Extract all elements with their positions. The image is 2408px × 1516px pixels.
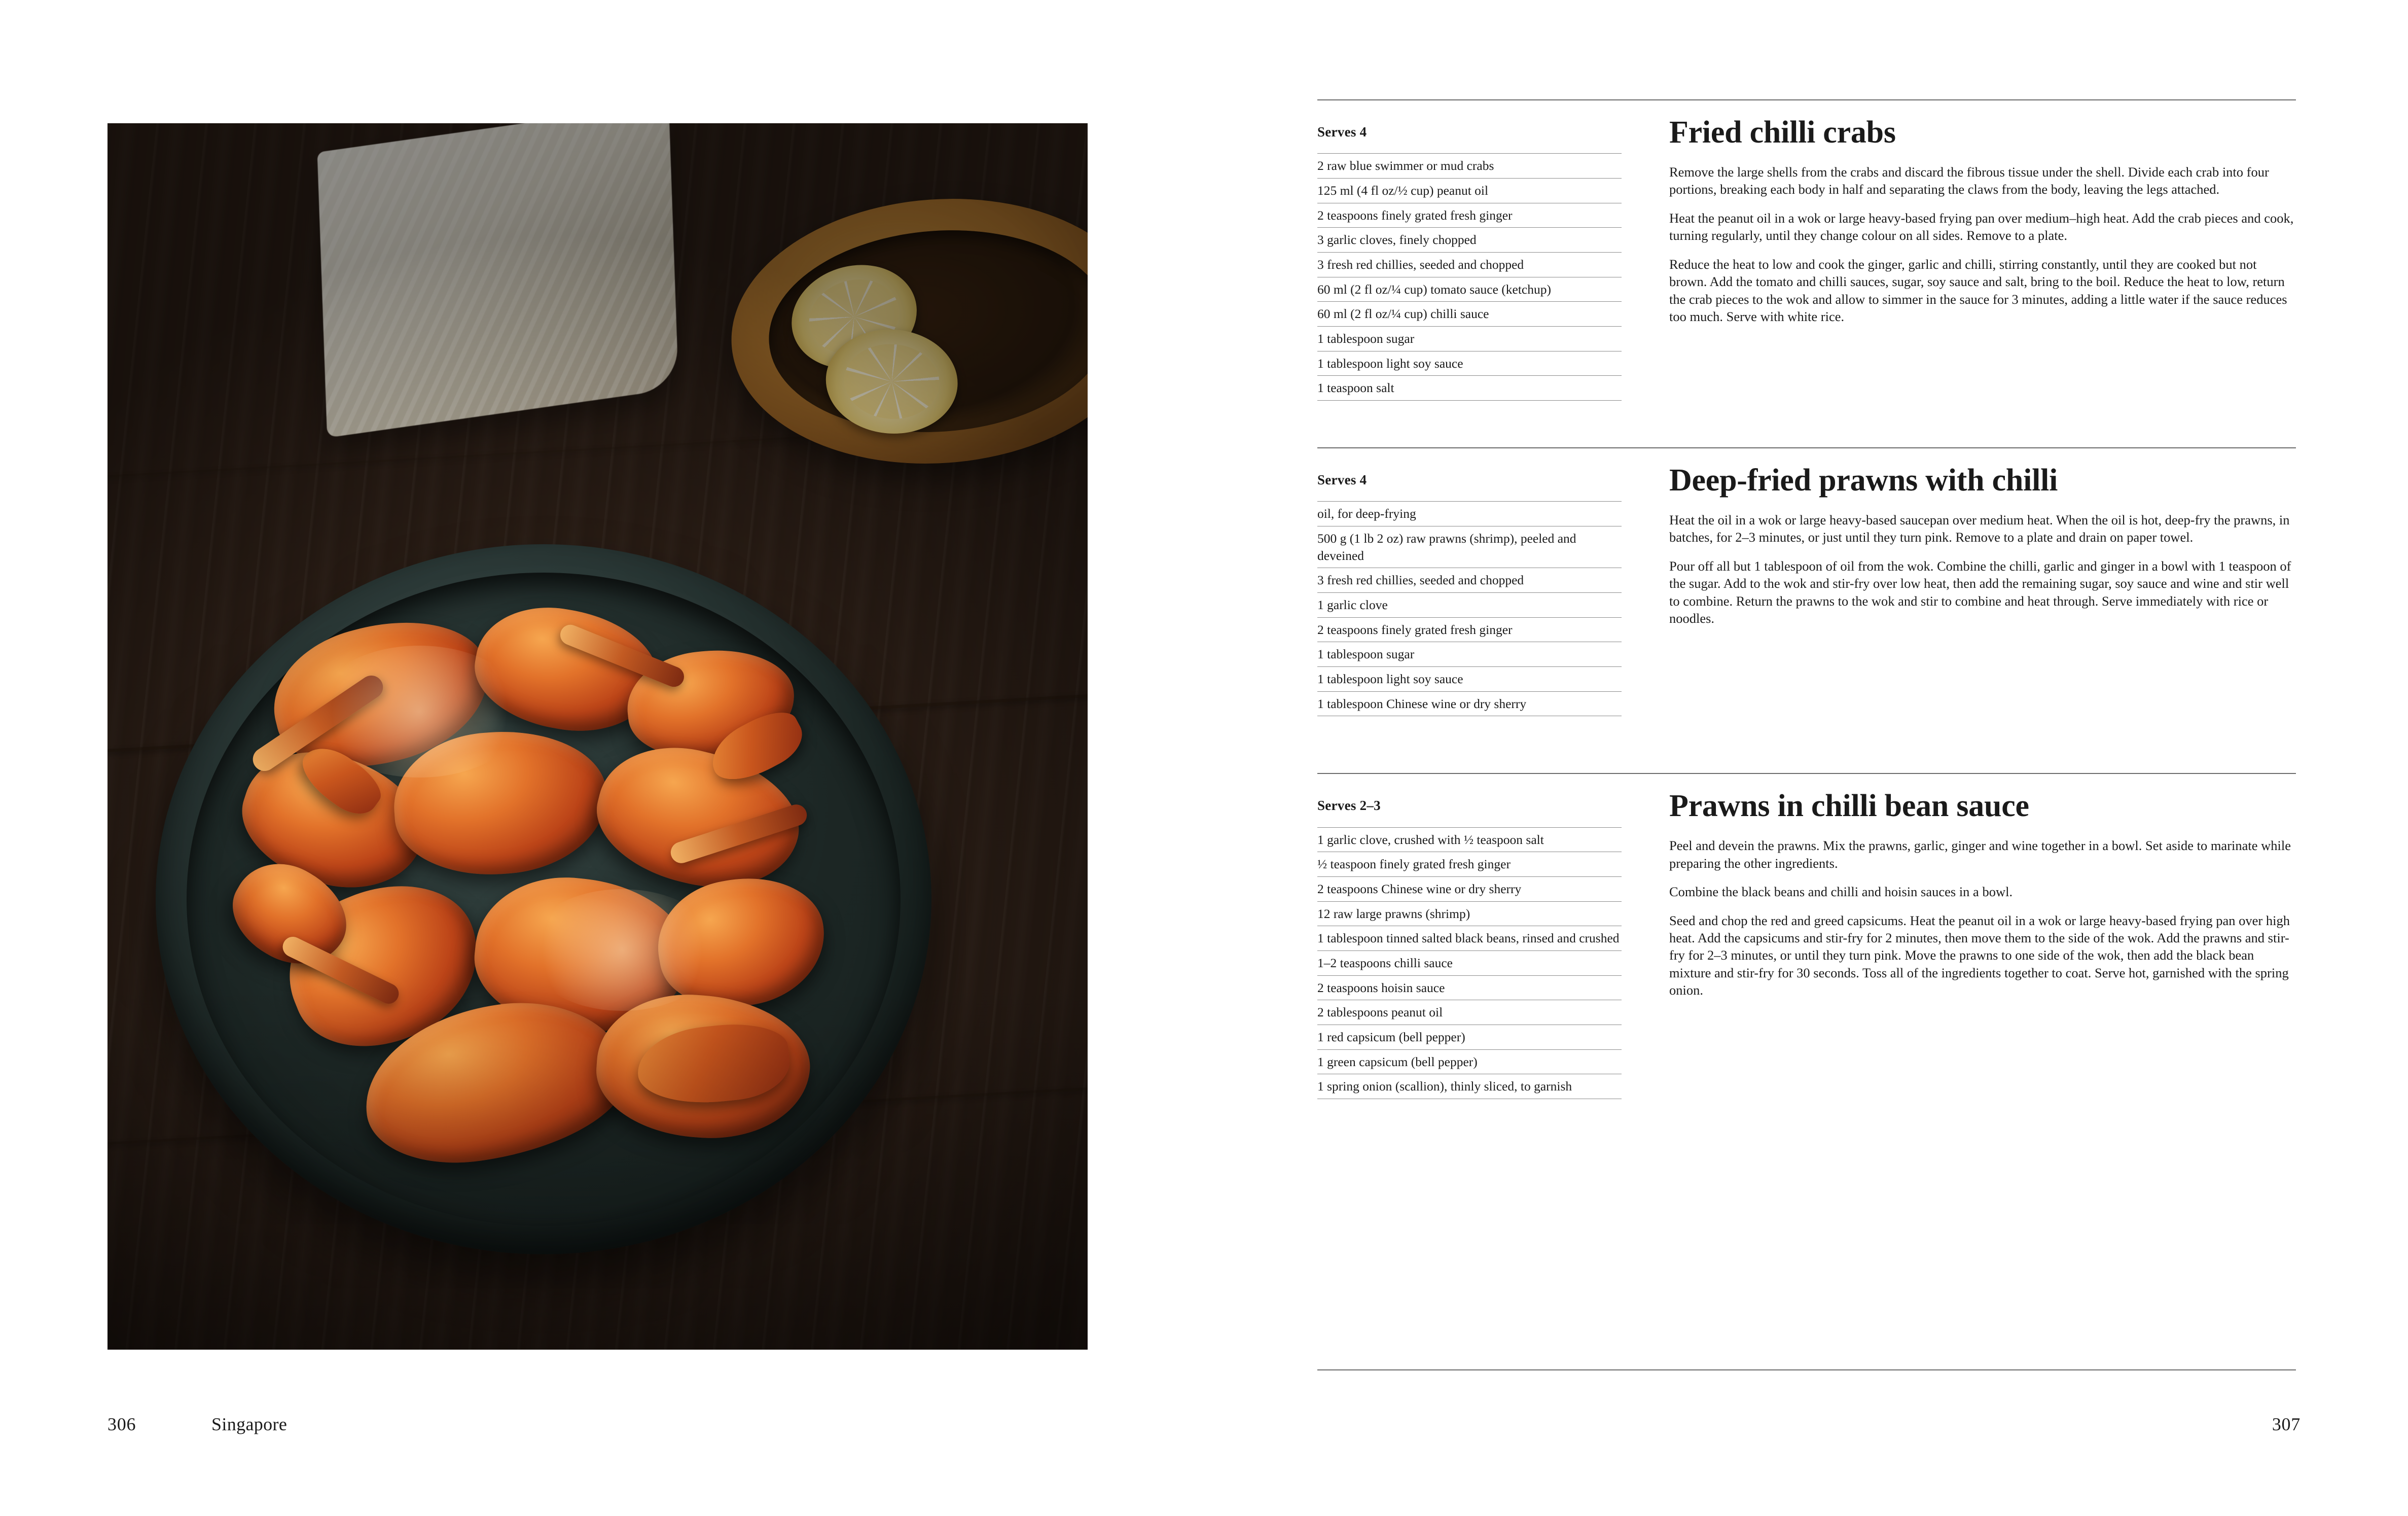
recipe-deep-fried-prawns-with-chilli	[1317, 447, 2296, 716]
ingredient-item: 60 ml (2 fl oz/¼ cup) tomato sauce (ketchup)	[1317, 277, 1622, 302]
method-text	[1669, 163, 2296, 326]
recipe-gap	[1317, 716, 2296, 773]
ingredients-list	[1317, 827, 1622, 1099]
recipe-gap	[1317, 401, 2296, 447]
ingredient-item: 2 teaspoons finely grated fresh ginger	[1317, 618, 1622, 643]
ingredient-item: 2 teaspoons finely grated fresh ginger	[1317, 203, 1622, 228]
method-column	[1669, 789, 2296, 999]
ingredient-item: 2 teaspoons hoisin sauce	[1317, 976, 1622, 1001]
recipe-title: Fried chilli crabs	[1669, 115, 1896, 150]
linen-napkin	[317, 123, 679, 438]
method-paragraph: Heat the oil in a wok or large heavy-based saucepan over medium heat. When the oil is hot, deep-fry the prawns, in batches, for 2–3 minutes, or just until they turn pink. Remove to a plate and drain on paper towel.	[1669, 512, 2290, 545]
method-column	[1669, 463, 2296, 627]
recipe-prawns-in-chilli-bean-sauce	[1317, 773, 2296, 1099]
ingredient-item: 1 spring onion (scallion), thinly sliced, to garnish	[1317, 1074, 1622, 1099]
ingredient-item: 1–2 teaspoons chilli sauce	[1317, 951, 1622, 976]
ingredient-item: 1 tablespoon light soy sauce	[1317, 351, 1622, 376]
method-column	[1669, 115, 2296, 326]
ingredient-item: 1 green capsicum (bell pepper)	[1317, 1050, 1622, 1075]
ingredient-item: 2 tablespoons peanut oil	[1317, 1000, 1622, 1025]
recipe-title: Prawns in chilli bean sauce	[1669, 789, 2029, 824]
ingredient-item: 3 fresh red chillies, seeded and chopped	[1317, 253, 1622, 277]
ingredients-column	[1317, 472, 1622, 716]
method-paragraph: Combine the black beans and chilli and hoisin sauces in a bowl.	[1669, 884, 2013, 900]
left-page-footer	[107, 1414, 287, 1435]
chilli-crab-pieces	[211, 605, 886, 1178]
recipe-list	[1317, 99, 2296, 1099]
ingredient-item: 1 red capsicum (bell pepper)	[1317, 1025, 1622, 1050]
ingredient-item: 1 tablespoon sugar	[1317, 327, 1622, 351]
ingredients-list	[1317, 501, 1622, 716]
ingredients-column	[1317, 797, 1622, 1099]
ingredient-item: 1 teaspoon salt	[1317, 376, 1622, 401]
ingredient-item: ½ teaspoon finely grated fresh ginger	[1317, 852, 1622, 877]
ingredient-item: 500 g (1 lb 2 oz) raw prawns (shrimp), peeled and deveined	[1317, 526, 1622, 568]
ingredient-item: 125 ml (4 fl oz/½ cup) peanut oil	[1317, 179, 1622, 203]
ingredient-item: 2 raw blue swimmer or mud crabs	[1317, 154, 1622, 179]
right-page	[1204, 0, 2408, 1516]
method-paragraph: Reduce the heat to low and cook the ginger, garlic and chilli, stirring constantly, until they are cooked but not brown. Add the tomato and chilli sauces, sugar, soy sauce and salt, bring to the boil. Reduce the heat to low, return the crab pieces to the wok and allow to simmer in the sauce for 3 minutes, adding a little water if the sauce reduces too much. Serve with white rice.	[1669, 256, 2287, 325]
ingredient-item: 1 tablespoon tinned salted black beans, rinsed and crushed	[1317, 926, 1622, 951]
method-paragraph: Remove the large shells from the crabs and discard the fibrous tissue under the shell. Divide each crab into four portions, breaking each body in half and separating the claws from the body, leaving the legs attached.	[1669, 164, 2269, 197]
ingredients-column	[1317, 124, 1622, 401]
method-text	[1669, 837, 2296, 999]
recipe-title: Deep-fried prawns with chilli	[1669, 463, 2058, 498]
ingredient-item: 3 garlic cloves, finely chopped	[1317, 228, 1622, 253]
ingredient-item: 1 garlic clove, crushed with ½ teaspoon salt	[1317, 828, 1622, 853]
serves-label: Serves 4	[1317, 124, 1367, 139]
ingredient-item: 1 tablespoon sugar	[1317, 642, 1622, 667]
ingredients-list	[1317, 153, 1622, 401]
running-head-chapter: Singapore	[211, 1414, 287, 1434]
crab-serving-bowl	[156, 544, 931, 1254]
serves-label: Serves 4	[1317, 472, 1367, 487]
section-divider	[1317, 447, 2296, 448]
ingredient-item: 1 tablespoon light soy sauce	[1317, 667, 1622, 692]
ingredient-item: 12 raw large prawns (shrimp)	[1317, 902, 1622, 927]
method-paragraph: Seed and chop the red and greed capsicums. Heat the peanut oil in a wok or large heavy-based frying pan over high heat. Add the capsicums and stir-fry for 2 minutes, then move them to the side of the wok. Add the prawns and stir-fry for 2–3 minutes, or until they turn pink. Move the prawns to one side of the wok, then add the black bean mixture and stir-fry for 30 seconds. Toss all of the ingredients together to coat. Serve hot, garnished with the spring onion.	[1669, 912, 2290, 998]
section-divider	[1317, 99, 2296, 100]
ingredient-item: 3 fresh red chillies, seeded and chopped	[1317, 568, 1622, 593]
method-paragraph: Heat the peanut oil in a wok or large heavy-based frying pan over medium–high heat. Add the crab pieces and cook, turning regularly, until they change colour on all sides. Remove to a plate.	[1669, 210, 2294, 243]
dish-photograph	[107, 123, 1088, 1350]
page-number-right: 307	[2272, 1414, 2301, 1434]
section-divider-bottom	[1317, 1369, 2296, 1370]
method-text	[1669, 511, 2296, 627]
ingredient-item: 1 tablespoon Chinese wine or dry sherry	[1317, 692, 1622, 717]
ingredient-item: 2 teaspoons Chinese wine or dry sherry	[1317, 877, 1622, 902]
page-number-left: 306	[107, 1414, 136, 1434]
serves-label: Serves 2–3	[1317, 798, 1381, 814]
ingredient-item: 1 garlic clove	[1317, 593, 1622, 618]
method-paragraph: Pour off all but 1 tablespoon of oil from the wok. Combine the chilli, garlic and ginger in a bowl with 1 teaspoon of the sugar. Add to the wok and stir-fry over low heat, then add the remaining sugar, soy sauce and wine and stir well to combine. Return the prawns to the wok and stir to combine and heat through. Serve immediately with rice or noodles.	[1669, 558, 2291, 626]
section-divider	[1317, 773, 2296, 774]
method-paragraph: Peel and devein the prawns. Mix the prawns, garlic, ginger and wine together in a bowl. Set aside to marinate while preparing the other ingredients.	[1669, 838, 2291, 871]
ingredient-item: oil, for deep-frying	[1317, 502, 1622, 526]
ingredient-item: 60 ml (2 fl oz/¼ cup) chilli sauce	[1317, 302, 1622, 327]
recipe-fried-chilli-crabs	[1317, 99, 2296, 401]
